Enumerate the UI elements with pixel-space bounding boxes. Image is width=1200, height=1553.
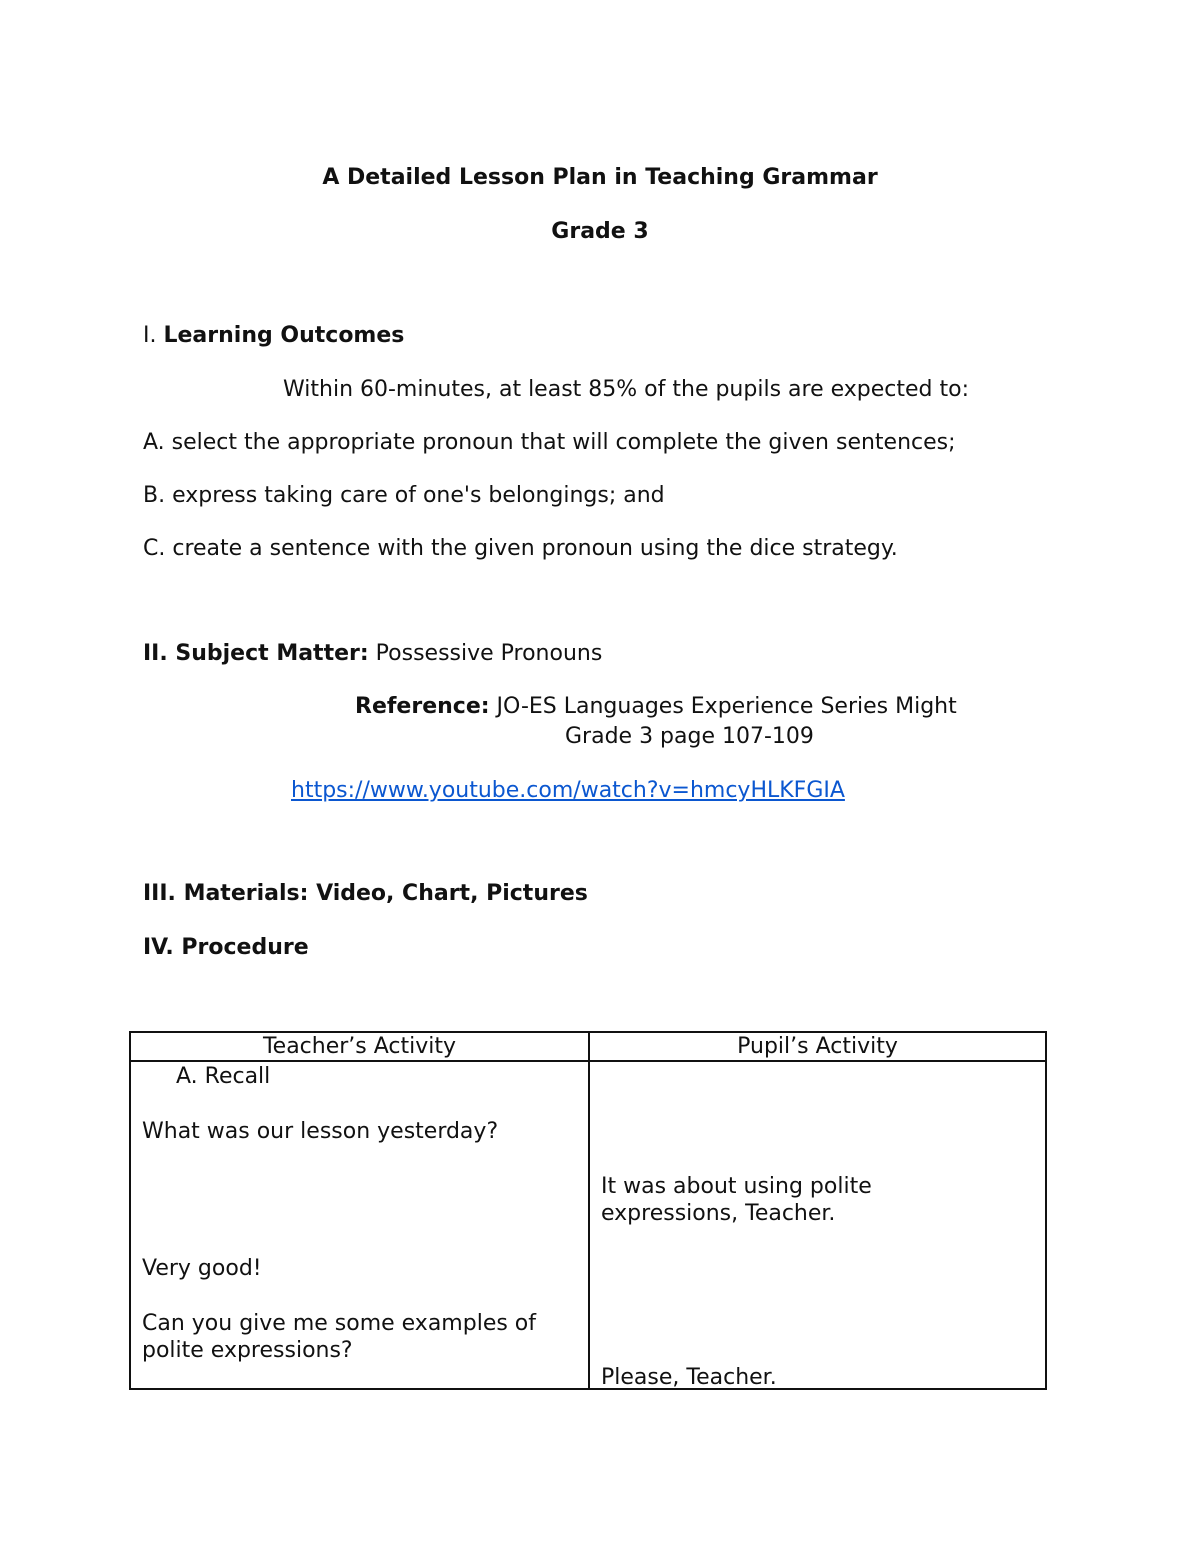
table-header-divider [131, 1060, 1045, 1062]
procedure-heading: IV. Procedure [143, 935, 309, 960]
procedure-table [129, 1031, 1047, 1390]
reference-label: Reference: [355, 694, 490, 719]
reference-text: JO-ES Languages Experience Series Might [489, 694, 957, 719]
pupil-activity-header: Pupil’s Activity [737, 1034, 898, 1059]
section-heading-text: Learning Outcomes [163, 323, 405, 348]
section-numeral: I. [143, 323, 164, 348]
teacher-question-1: What was our lesson yesterday? [142, 1119, 499, 1144]
pupil-answer-1-line-1: It was about using polite [601, 1174, 872, 1199]
section-learning-outcomes-heading [143, 322, 404, 350]
reference-line-2: Grade 3 page 107-109 [565, 724, 814, 749]
outcome-item-a: A. select the appropriate pronoun that will complete the given sentences; [143, 430, 956, 455]
teacher-question-2-line-1: Can you give me some examples of [142, 1311, 537, 1336]
subject-matter-line [143, 640, 602, 668]
materials-heading: III. Materials: Video, Chart, Pictures [143, 881, 588, 906]
reference-line [355, 693, 957, 721]
outcomes-intro: Within 60-minutes, at least 85% of the pupils are expected to: [283, 377, 969, 402]
pupil-answer-2: Please, Teacher. [601, 1365, 777, 1390]
teacher-activity-header: Teacher’s Activity [262, 1034, 457, 1059]
outcome-item-b: B. express taking care of one's belongings; and [143, 483, 665, 508]
subject-matter-value: Possessive Pronouns [368, 641, 603, 666]
pupil-answer-1-line-2: expressions, Teacher. [601, 1201, 836, 1226]
subject-matter-heading: II. Subject Matter: [143, 641, 369, 666]
teacher-praise: Very good! [142, 1256, 262, 1281]
outcome-item-c: C. create a sentence with the given pronoun using the dice strategy. [143, 536, 898, 561]
teacher-recall-label: A. Recall [176, 1064, 271, 1089]
grade-subtitle: Grade 3 [551, 219, 649, 244]
table-column-divider [588, 1033, 590, 1388]
teacher-question-2-line-2: polite expressions? [142, 1338, 353, 1363]
page-title: A Detailed Lesson Plan in Teaching Grammar [322, 165, 878, 190]
youtube-link[interactable]: https://www.youtube.com/watch?v=hmcyHLKFGIA [291, 778, 845, 803]
